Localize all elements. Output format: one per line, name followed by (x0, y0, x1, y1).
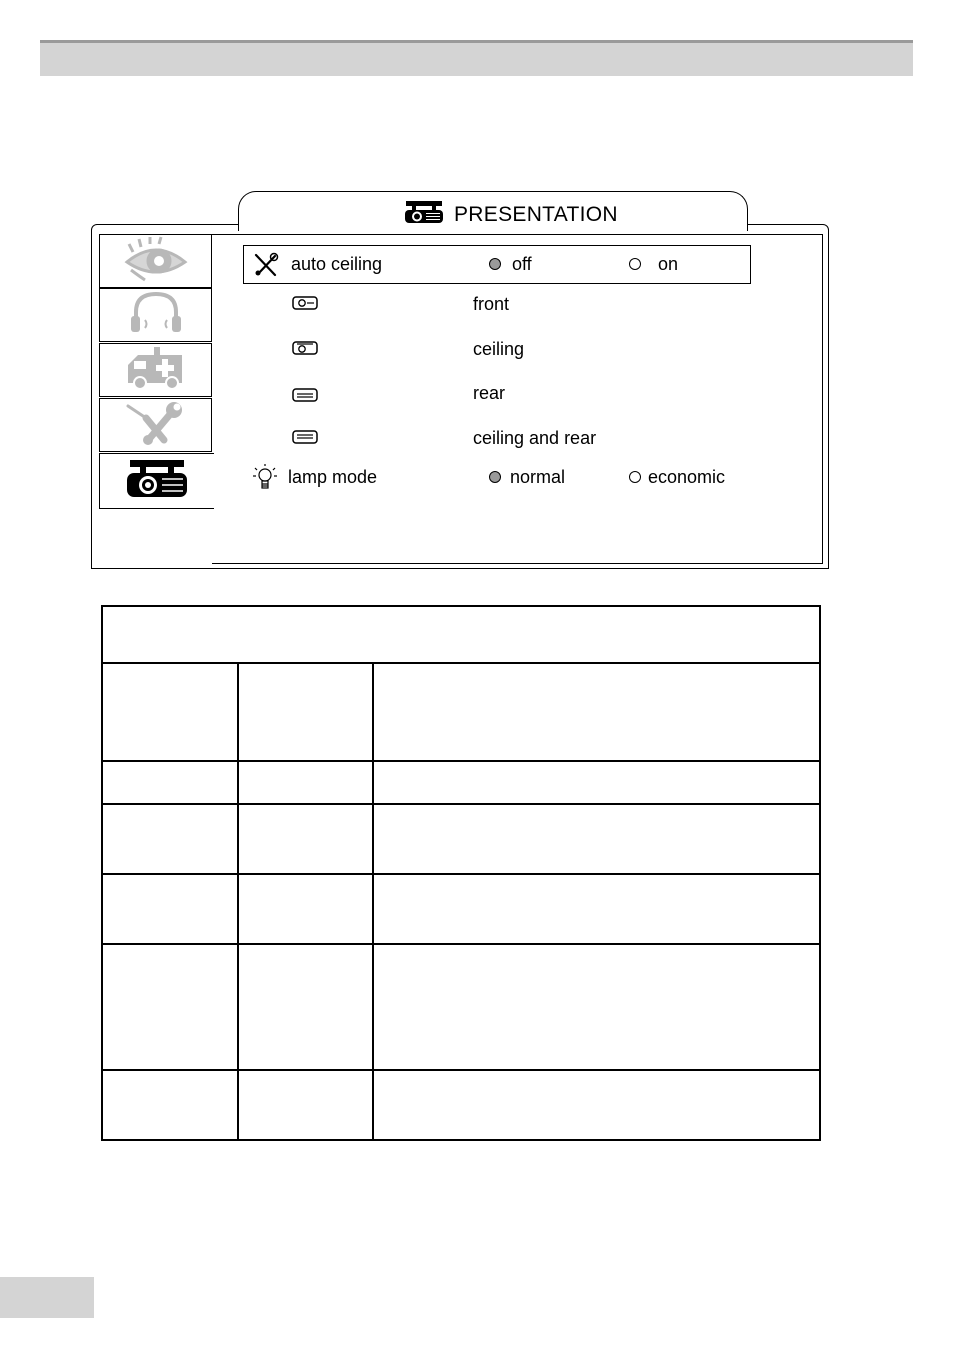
table-column-divider (237, 662, 239, 1141)
lightbulb-icon (252, 463, 278, 498)
table-border-bottom (101, 1139, 821, 1141)
projector-ceiling-rear-icon[interactable] (292, 429, 318, 450)
projector-rear-icon[interactable] (292, 387, 318, 408)
auto-ceiling-on-label: on (658, 254, 679, 274)
tab-emergency[interactable] (99, 343, 212, 397)
orientation-ceiling-label[interactable]: ceiling (473, 339, 525, 359)
tab-divider (99, 508, 213, 509)
headphones-icon (126, 290, 186, 341)
tools-icon (124, 400, 188, 451)
settings-table (101, 605, 821, 1142)
orientation-front-label[interactable]: front (473, 294, 510, 314)
lamp-mode-economic-radio[interactable] (629, 471, 641, 483)
auto-ceiling-off-label: off (512, 254, 532, 274)
tab-picture[interactable] (99, 234, 212, 288)
table-column-divider (372, 662, 374, 1141)
projector-front-icon[interactable] (292, 295, 318, 316)
orientation-ceiling-rear-label[interactable]: ceiling and rear (473, 428, 597, 448)
osd-title-text: PRESENTATION (454, 203, 618, 226)
eye-icon (123, 236, 189, 287)
header-bar (40, 40, 913, 76)
lamp-mode-economic-label: economic (648, 467, 726, 487)
auto-ceiling-label: auto ceiling (291, 254, 383, 274)
tools-icon (253, 252, 279, 283)
table-border-left (101, 605, 103, 1141)
lamp-mode-normal-label: normal (510, 467, 566, 487)
auto-ceiling-off-radio[interactable] (489, 258, 501, 270)
projector-icon (126, 459, 188, 504)
table-row-divider (101, 943, 821, 945)
lamp-mode-normal-radio[interactable] (489, 471, 501, 483)
projector-ceiling-icon[interactable] (292, 340, 318, 361)
osd-title (404, 200, 618, 230)
table-row-divider (101, 873, 821, 875)
tab-presentation[interactable] (99, 453, 214, 509)
ambulance-icon (124, 345, 188, 396)
table-row-divider (101, 760, 821, 762)
table-row-divider (101, 1069, 821, 1071)
table-border-top (101, 605, 821, 607)
tab-audio[interactable] (99, 288, 212, 342)
table-row-divider (101, 803, 821, 805)
lamp-mode-label: lamp mode (288, 467, 378, 487)
auto-ceiling-on-radio[interactable] (629, 258, 641, 270)
orientation-rear-label[interactable]: rear (473, 383, 506, 403)
projector-icon (404, 200, 444, 230)
tab-setup[interactable] (99, 398, 212, 452)
table-header-divider (101, 662, 821, 664)
page-corner-block (0, 1277, 94, 1318)
table-border-right (819, 605, 821, 1141)
